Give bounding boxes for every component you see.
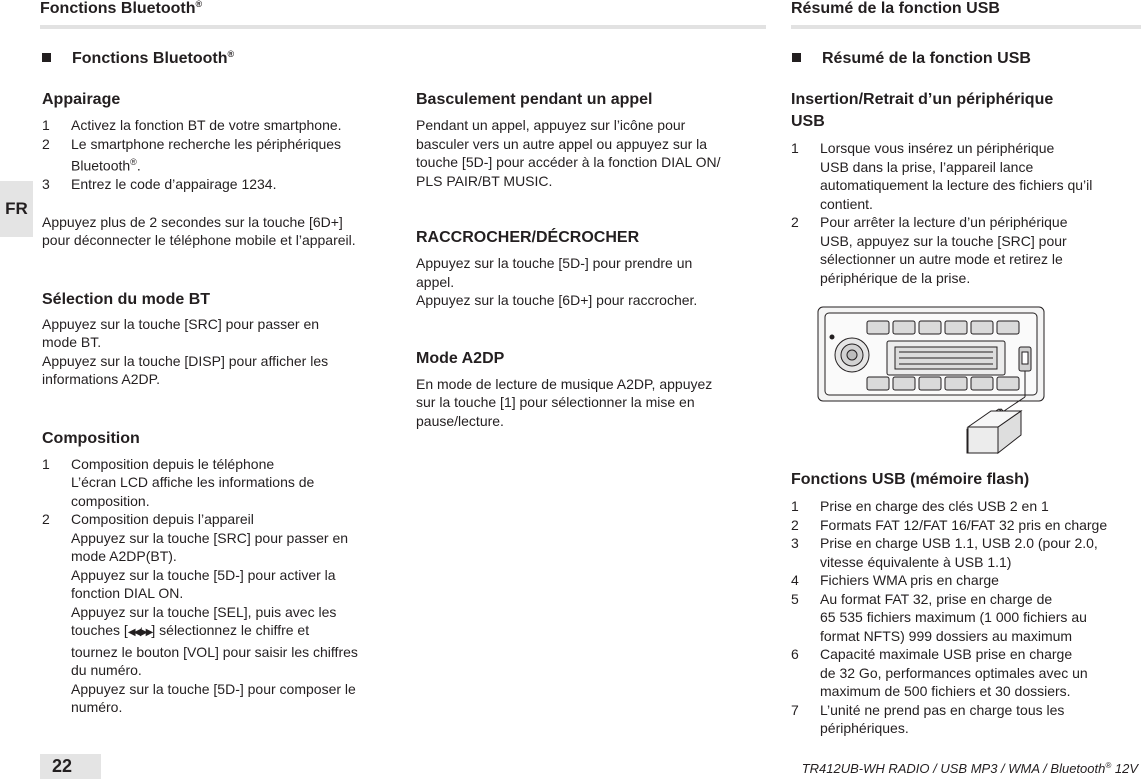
list-item: 1 Prise en charge des clés USB 2 en 1 bbox=[791, 498, 1049, 514]
list-item: 2 Composition depuis l’appareil Appuyez sur la touche [SRC] pour passer en mode A2DP(BT). Appuyez sur la touche [5D-] pour activer la fonction DIAL ON. Appuyez sur la touche [SEL], puis avec les touches [◀◀/▶▶] sélectionnez le chiffre et tournez le bouton [VOL] pour saisir les chiffres du numéro. Appuyez sur la touche [5D-] pour composer le numéro. bbox=[42, 511, 358, 716]
section-title-usb: Résumé de la fonction USB bbox=[792, 50, 1031, 68]
column-2 bbox=[416, 89, 764, 430]
bt-mode-text: Appuyez sur la touche [SRC] pour passer en mode BT. Appuyez sur la touche [DISP] pour afficher les informations A2DP. bbox=[42, 315, 329, 388]
pairing-steps bbox=[42, 116, 407, 194]
car-radio-usb-illustration bbox=[815, 305, 1047, 458]
list-item: 1 Composition depuis le téléphone L’écran LCD affiche les informations de composition. bbox=[42, 455, 315, 509]
pairing-note: Appuyez plus de 2 secondes sur la touche [6D+] pour déconnecter le téléphone mobile et l’appareil. bbox=[42, 213, 356, 249]
call-switch-title: Basculement pendant un appel bbox=[416, 91, 653, 108]
pairing-title: Appairage bbox=[42, 91, 121, 108]
header-rule-right bbox=[791, 25, 1141, 29]
list-item: 2 Formats FAT 12/FAT 16/FAT 32 pris en charge bbox=[791, 516, 1108, 533]
section-title-bluetooth: Fonctions Bluetooth® bbox=[42, 50, 234, 68]
bt-mode-title: Sélection du mode BT bbox=[42, 290, 211, 308]
list-item: 4 Fichiers WMA pris en charge bbox=[791, 572, 999, 588]
dialing-title: Composition bbox=[42, 429, 140, 447]
usb-insert-steps bbox=[791, 139, 1141, 287]
page-number: 22 bbox=[40, 754, 101, 779]
column-3 bbox=[791, 89, 1141, 287]
call-switch-text: Pendant un appel, appuyez sur l’icône pour basculer vers un autre appel ou appuyez sur la touche [5D-] pour accéder à la fonction DIAL ON/ PLS PAIR/BT MUSIC. bbox=[416, 117, 721, 189]
language-tab: FR bbox=[0, 181, 33, 237]
hangup-title: RACCROCHER/DÉCROCHER bbox=[416, 229, 640, 246]
hangup-text: Appuyez sur la touche [5D-] pour prendre un appel. Appuyez sur la touche [6D+] pour raccrocher. bbox=[416, 255, 698, 308]
list-item: 3 Prise en charge USB 1.1, USB 2.0 (pour 2.0, vitesse équivalente à USB 1.1) bbox=[791, 535, 1098, 570]
bullet-square-icon bbox=[42, 53, 51, 62]
list-item: 6 Capacité maximale USB prise en charge de 32 Go, performances optimales avec un maximum de 500 fichiers et 30 dossiers. bbox=[791, 646, 1088, 699]
list-item: 5 Au format FAT 32, prise en charge de 65 535 fichiers maximum (1 000 fichiers au format NFTS) 999 dossiers au maximum bbox=[791, 590, 1087, 644]
usb-insert-title: Insertion/Retrait d’un périphérique USB bbox=[791, 91, 1054, 130]
list-item: 1 Activez la fonction BT de votre smartphone. bbox=[42, 117, 342, 133]
a2dp-title: Mode A2DP bbox=[416, 349, 505, 367]
bullet-square-icon bbox=[792, 53, 801, 62]
list-item: 7 L’unité ne prend pas en charge tous les périphériques. bbox=[791, 701, 1065, 736]
list-item: 2 Pour arrêter la lecture d’un périphérique USB, appuyez sur la touche [SRC] pour sélectionner un autre mode et retirez le périphérique de la prise. bbox=[791, 214, 1068, 286]
header-left-title: Fonctions Bluetooth® bbox=[40, 0, 203, 17]
usb-functions-list bbox=[791, 497, 1141, 738]
usb-functions-block bbox=[791, 469, 1141, 738]
footer-model: TR412UB-WH RADIO / USB MP3 / WMA / Bluetooth® 12V bbox=[801, 761, 1138, 776]
header-right-title: Résumé de la fonction USB bbox=[791, 0, 1000, 17]
list-item: 2 Le smartphone recherche les périphériques Bluetooth®. bbox=[42, 135, 342, 174]
list-item: 1 Lorsque vous insérez un périphérique USB dans la prise, l’appareil lance automatiquement la lecture des fichiers qu’il contient. bbox=[791, 140, 1093, 212]
rewind-forward-icon: ◀◀/▶▶ bbox=[127, 627, 152, 639]
a2dp-text: En mode de lecture de musique A2DP, appuyez sur la touche [1] pour sélectionner la mise en pause/lecture. bbox=[416, 375, 713, 429]
column-1 bbox=[42, 89, 407, 717]
usb-functions-title: Fonctions USB (mémoire flash) bbox=[791, 471, 1030, 488]
dialing-steps bbox=[42, 455, 407, 717]
list-item: 3 Entrez le code d’appairage 1234. bbox=[42, 176, 277, 193]
header-rule-left bbox=[40, 25, 766, 29]
